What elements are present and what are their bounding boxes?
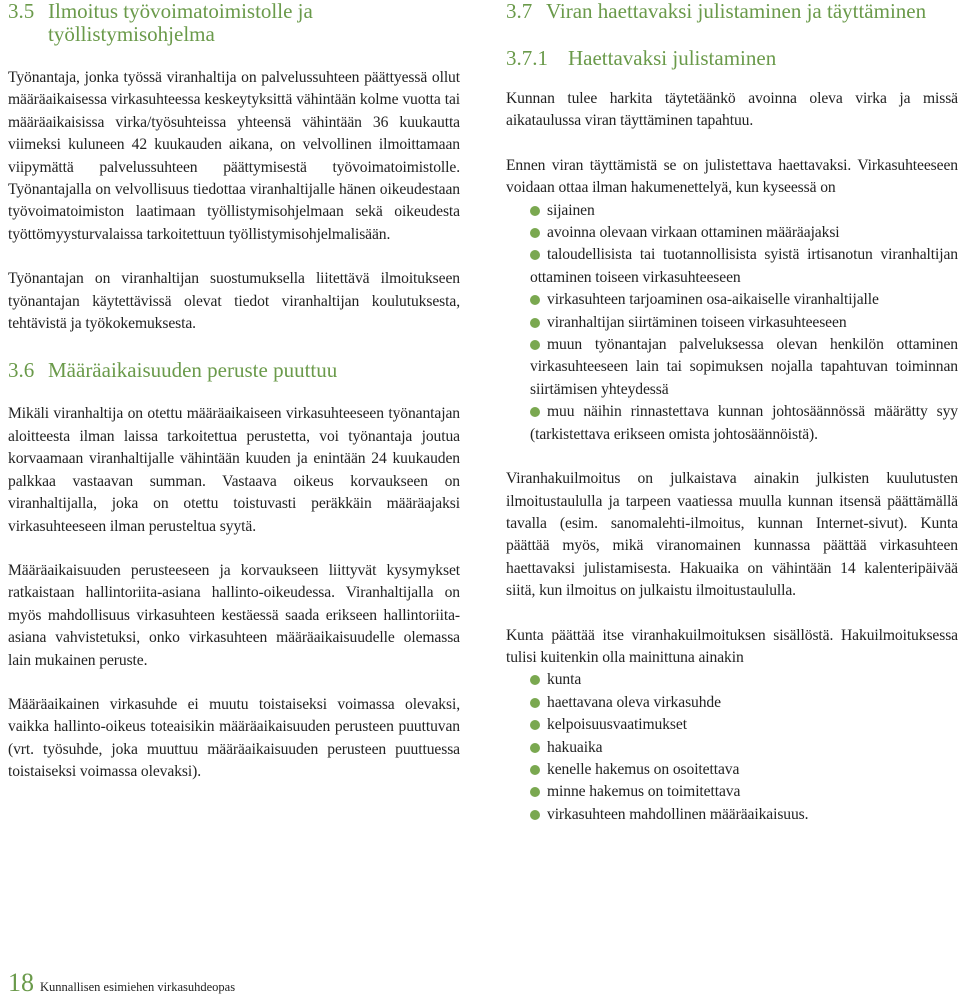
- list-item: kunta: [506, 669, 958, 691]
- section-heading-3-5: [8, 0, 460, 46]
- bullet-icon: [530, 810, 540, 820]
- section-title: Määräaikaisuuden peruste puuttuu: [48, 358, 338, 383]
- list-item: minne hakemus on toimitettava: [506, 781, 958, 803]
- paragraph: Kunnan tulee harkita täytetäänkö avoinna oleva virka ja missä aikataulussa viran täyttäminen tapahtuu.: [506, 90, 958, 130]
- page-footer: [8, 968, 235, 998]
- list-item: virkasuhteen tarjoaminen osa-aikaiselle viranhaltijalle: [506, 289, 958, 311]
- list-item: kenelle hakemus on osoitettava: [506, 759, 958, 781]
- paragraph: Ennen viran täyttämistä se on julistettava haettavaksi. Virkasuhteeseen voidaan ottaa ilman hakumenettelyä, kun kyseessä on: [506, 156, 958, 197]
- bullet-list-ad-contents: [506, 669, 958, 826]
- list-item: hakuaika: [506, 737, 958, 759]
- bullet-icon: [530, 340, 540, 350]
- section-heading-3-7: [506, 0, 958, 23]
- paragraph: Määräaikainen virkasuhde ei muutu toistaiseksi voimassa olevaksi, vaikka hallinto-oikeus toteaisikin määräaikaisuuden perusteen puuttuvan (vrt. työsuhde, joka muuttuu määräaikaisuuden perusteen puuttuessa toistaiseksi voimassa olevaksi).: [8, 695, 460, 781]
- section-number: 3.6: [8, 358, 35, 383]
- right-column: [506, 0, 958, 826]
- paragraph: Määräaikaisuuden perusteeseen ja korvaukseen liittyvät kysymykset ratkaistaan hallintoriita-asiana hallinto-oikeudessa. Viranhaltijalla on myös mahdollisuus virkasuhteen kestäessä saada erikseen hallintoriita-asiana vahvistetuksi, onko virkasuhteen määräaikaisuudelle olemassa lain mukainen peruste.: [8, 561, 460, 669]
- paragraph: Kunta päättää itse viranhakuilmoituksen sisällöstä. Hakuilmoituksessa tulisi kuitenkin olla mainittuna ainakin: [506, 626, 958, 666]
- subsection-heading-3-7-1: [506, 47, 958, 70]
- list-item: haettavana oleva virkasuhde: [506, 692, 958, 714]
- section-number: 3.5: [8, 0, 35, 23]
- bullet-icon: [530, 318, 540, 328]
- section-number: 3.7: [506, 0, 533, 23]
- list-item: kelpoisuusvaatimukset: [506, 714, 958, 736]
- bullet-icon: [530, 743, 540, 753]
- list-item: sijainen: [506, 200, 958, 222]
- list-item: muu näihin rinnastettava kunnan johtosäännössä määrätty syy (tarkistettava erikseen omista johtosäännöistä).: [530, 403, 958, 443]
- bullet-icon: [530, 765, 540, 775]
- list-item: viranhaltijan siirtäminen toiseen virkasuhteeseen: [506, 312, 958, 334]
- list-item: taloudellisista tai tuotannollisista syistä irtisanotun viranhaltijan ottaminen toiseen virkasuhteeseen: [530, 246, 958, 286]
- list-item: virkasuhteen mahdollinen määräaikaisuus.: [506, 804, 958, 826]
- page-number: 18: [8, 968, 34, 997]
- left-column: [8, 0, 460, 784]
- bullet-icon: [530, 698, 540, 708]
- paragraph: Viranhakuilmoitus on julkaistava ainakin julkisten kuulutusten ilmoitustaululla ja tarpeen vaatiessa muulla kunnan itsensä päättämällä tavalla (esim. sanomalehti-ilmoitus, kunnan Internet-sivut). Kunta päättää myös, mikä viranomainen kunnassa päättää virkasuhteen haettavaksi julistamisesta. Hakuaika on vähintään 14 kalenteripäivää siitä, kun ilmoitus on julkaistu ilmoitustaululla.: [506, 470, 958, 600]
- publication-title: Kunnallisen esimiehen virkasuhdeopas: [40, 980, 236, 994]
- paragraph: Mikäli viranhaltija on otettu määräaikaiseen virkasuhteeseen työnantajan aloitteesta ilman laissa tarkoitettua perustetta, voi työnantaja joutua korvaamaan viranhaltijalle vähintään kuuden ja enintään 24 kuukauden palkkaa vastaavan summan. Vastaava oikeus korvaukseen on viranhaltijalla, joka on otettu toistuvasti peräkkäin määräajaksi virkasuhteeseen ilman perusteltua syytä.: [8, 405, 460, 535]
- paragraph: Työnantajan on viranhaltijan suostumuksella liitettävä ilmoitukseen työnantajan käytettävissä olevat tiedot viranhaltijan koulutuksesta, tehtävistä ja työkokemuksesta.: [8, 270, 460, 333]
- section-title: Ilmoitus työvoimatoimistolle ja työllistymisohjelma: [48, 0, 313, 46]
- section-title: Viran haettavaksi julistaminen ja täyttäminen: [546, 0, 927, 23]
- bullet-icon: [530, 206, 540, 216]
- section-title: Haettavaksi julistaminen: [568, 46, 777, 70]
- paragraph: Työnantaja, jonka työssä viranhaltija on palvelussuhteen päättyessä ollut määräaikaisessa virkasuhteessa keskeytyksittä vähintään kolme vuotta tai määräaikaisissa virka/työsuhteissa yhteensä vähintään 36 kuukautta viimeksi kuluneen 42 kuukauden aikana, on velvollinen ilmoittamaan viipymättä palvelussuhteen päättymisestä työvoimatoimistolle. Työnantajalla on velvollisuus tiedottaa viranhaltijalle hänen oikeudestaan työvoimatoimiston laatimaan työllistymisohjelmaan sekä oikeudesta työttömyysturvalaissa tarkoitettuun työllistymisohjelmalisään.: [8, 69, 460, 243]
- bullet-list-exceptions: [506, 200, 958, 446]
- list-item: muun työnantajan palveluksessa olevan henkilön ottaminen virkasuhteeseen lain tai sopimuksen nojalla tapahtuvan toiminnan siirtämisen yhteydessä: [530, 336, 958, 398]
- section-number: 3.7.1: [506, 46, 548, 70]
- section-heading-3-6: [8, 359, 460, 382]
- bullet-icon: [530, 228, 540, 238]
- list-item: avoinna olevaan virkaan ottaminen määräajaksi: [506, 222, 958, 244]
